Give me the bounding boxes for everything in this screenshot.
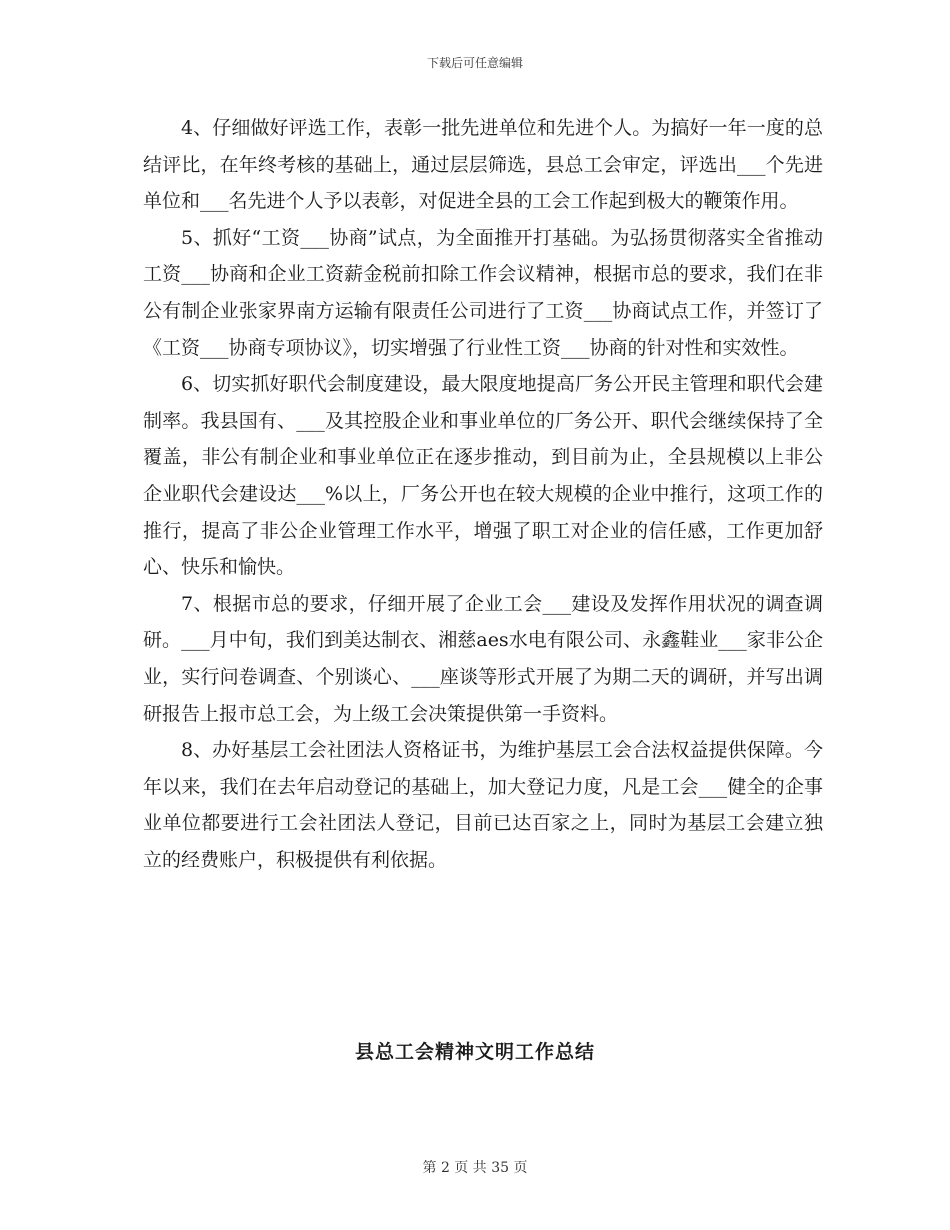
paragraph-item-6: 6、切实抓好职代会制度建设，最大限度地提高厂务公开民主管理和职代会建制率。我县国有、___及其控股企业和事业单位的厂务公开、职代会继续保持了全覆盖，非公有制企业和事业单位正在逐步推动，到目前为止，全县规模以上非公企业职代会建设达___%以上，厂务公开也在较大规模的企业中推行，这项工作的推行，提高了非公企业管理工作水平，增强了职工对企业的信任感，工作更加舒心、快乐和愉快。 [143,373,823,579]
section-title: 县总工会精神文明工作总结 [354,1041,595,1063]
page-header-note: 下载后可任意编辑 [426,56,523,70]
page-number: 第 2 页 共 35 页 [422,1160,528,1176]
document-body [143,110,823,878]
paragraph-item-4: 4、仔细做好评选工作，表彰一批先进单位和先进个人。为搞好一年一度的总结评比，在年终考核的基础上，通过层层筛选，县总工会审定，评选出___个先进单位和___名先进个人予以表彰，对促进全县的工会工作起到极大的鞭策作用。 [143,117,823,213]
paragraph-item-7: 7、根据市总的要求，仔细开展了企业工会___建设及发挥作用状况的调查调研。___月中旬，我们到美达制衣、湘慈aes水电有限公司、永鑫鞋业___家非公企业，实行问卷调查、个别谈心、___座谈等形式开展了为期二天的调研，并写出调研报告上报市总工会，为上级工会决策提供第一手资料。 [143,592,823,725]
paragraph-item-5: 5、抓好“工资___协商”试点，为全面推开打基础。为弘扬贯彻落实全省推动工资___协商和企业工资薪金税前扣除工作会议精神，根据市总的要求，我们在非公有制企业张家界南方运输有限责任公司进行了工资___协商试点工作，并签订了《工资___协商专项协议》，切实增强了行业性工资___协商的针对性和实效性。 [143,226,823,359]
paragraph-item-8: 8、办好基层工会社团法人资格证书，为维护基层工会合法权益提供保障。今年以来，我们在去年启动登记的基础上，加大登记力度，凡是工会___健全的企事业单位都要进行工会社团法人登记，目前已达百家之上，同时为基层工会建立独立的经费账户，积极提供有利依据。 [143,739,823,871]
